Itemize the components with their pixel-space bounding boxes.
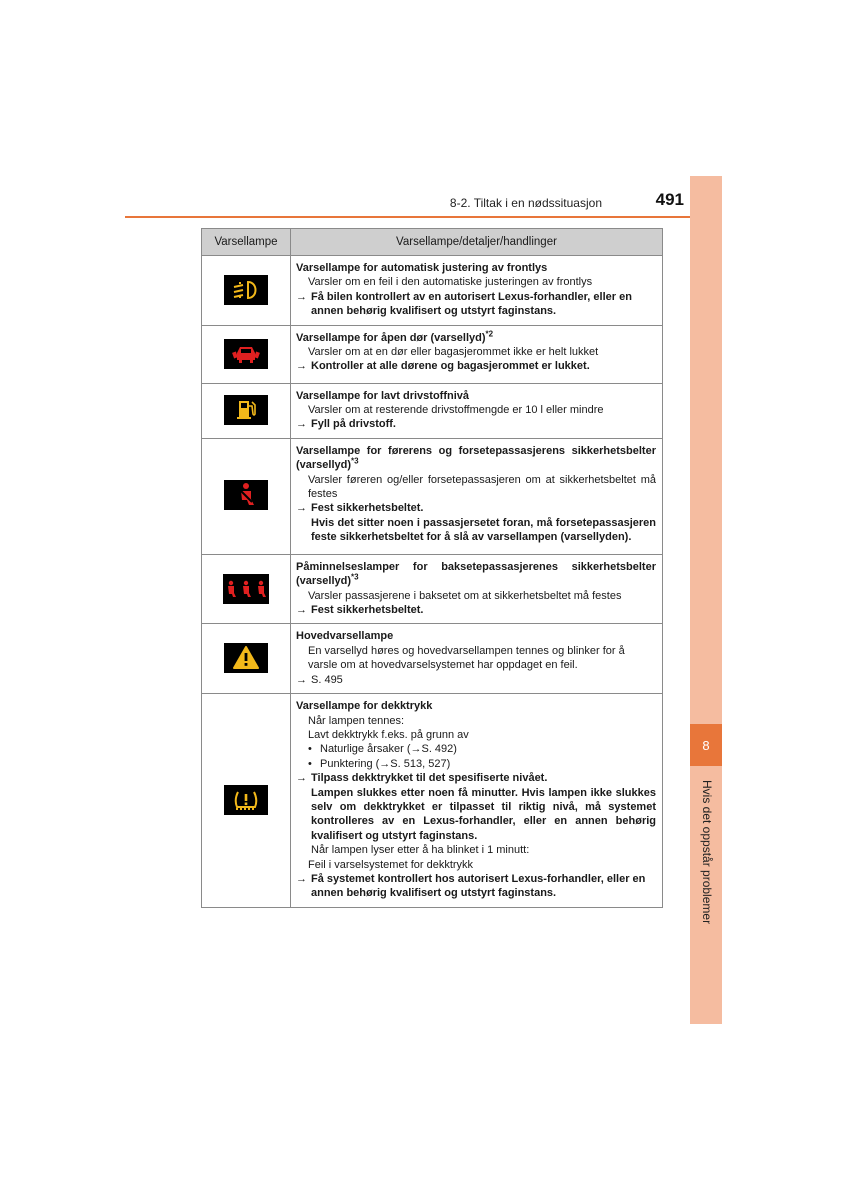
lamp-icon-cell [202,256,291,326]
table-row [202,325,663,383]
lamp-description-cell [291,256,663,326]
lamp-warning-text: Varsler om at resterende drivstoffmengde er 10 l eller mindre [308,404,604,417]
lamp-action-note: Lampen slukkes etter noen få minutter. Hvis lampen ikke slukkes selv om dekktrykket er tilpasset til riktig nivå, må systemet kontrolleres av en Lexus-forhandler, eller en annen behørig kvalifisert og utstyrt faginstans. [311,786,656,842]
column-header-lamp: Varsellampe [202,229,291,256]
table-row [202,554,663,624]
page-number: 491 [655,190,684,209]
footnote-mark: *3 [351,456,359,466]
lamp-title: Varsellampe for førerens og forsetepassasjerens sikkerhetsbelter (varsellyd)$^{*3}$ [296,444,656,472]
rear-seatbelt-icon [223,574,269,604]
lamp-icon-cell [202,325,291,383]
warning-lamp-table [201,228,663,908]
lamp-icon-cell [202,383,291,438]
section-title: 8-2. Tiltak i en nødssituasjon [449,196,602,210]
arrow-icon: → [296,360,307,373]
lamp-title: Varsellampe for dekktrykk [296,700,433,713]
bullet-icon: • [308,743,312,756]
lamp-warning-text: Lavt dekktrykk f.eks. på grunn av [308,728,469,741]
lamp-action-note: Hvis det sitter noen i passasjersetet foran, må forsetepassasjeren feste sikkerhetsbeltet for å slå av varsellampen (varsellyden). [311,516,656,544]
open-door-icon [224,339,268,369]
lamp-action [296,603,656,617]
bullet-icon: • [308,757,312,770]
lamp-warning-text: Varsler om en feil i den automatiske justeringen av frontlys [308,276,593,289]
lamp-title: Varsellampe for åpen dør (varsellyd)$^{*2}$ [296,328,494,344]
lamp-title: Varsellampe for lavt drivstoffnivå [296,389,470,402]
lamp-icon-cell [202,438,291,554]
arrow-icon: → [296,673,307,686]
lamp-action-text: Fest sikkerhetsbeltet. [311,502,424,515]
table-row [202,624,663,694]
seatbelt-icon [224,480,268,510]
lamp-description-cell [291,624,663,694]
lamp-icon-cell [202,624,291,694]
fuel-pump-icon [224,395,268,425]
lamp-description-cell [291,694,663,908]
lamp-action-text: Tilpass dekktrykket til det spesifiserte nivået. [311,772,548,785]
list-item: • Naturlige årsaker (→S. 492) [308,743,457,756]
lamp-warning-text: Varsler om at en dør eller bagasjerommet ikke er helt lukket [308,346,599,359]
lamp-action-text: Få bilen kontrollert av en autorisert Lexus-forhandler, eller en annen behørig kvalifisert og utstyrt faginstans. [311,290,632,318]
lamp-warning-text: Varsler passasjerene i baksetet om at sikkerhetsbeltet må festes [308,589,622,602]
lamp-warning-text: Feil i varselsystemet for dekktrykk [308,858,474,871]
arrow-icon: → [296,290,307,303]
table-header-row [202,229,663,256]
arrow-icon: → [296,604,307,617]
lamp-warning-text: Når lampen lyser etter å ha blinket i 1 minutt: [311,844,530,857]
arrow-icon: → [296,418,307,431]
lamp-action [296,359,656,373]
table-row [202,438,663,554]
lamp-title: Varsellampe for automatisk justering av frontlys [296,262,548,274]
footnote-mark: *2 [485,328,494,338]
lamp-action [296,872,656,901]
arrow-icon: → [296,872,307,885]
side-chapter-number[interactable]: 8 [690,724,722,766]
list-item: • Punktering (→S. 513, 527) [308,757,451,770]
table-row [202,256,663,326]
lamp-description-cell [291,383,663,438]
lamp-action [296,417,656,431]
tire-pressure-icon [224,785,268,815]
lamp-action-text: Fest sikkerhetsbeltet. [311,604,424,617]
lamp-icon-cell [202,554,291,624]
lamp-action [296,673,656,687]
lamp-description-cell [291,325,663,383]
headlight-leveling-icon [224,275,268,305]
header-rule [125,216,722,218]
lamp-action-text: Fyll på drivstoff. [311,418,396,431]
arrow-icon: → [296,502,307,515]
lamp-action-text: Kontroller at alle dørene og bagasjerommet er lukket. [311,360,590,373]
lamp-action [296,771,656,785]
side-chapter-title: Hvis det oppstår problemer [700,780,714,925]
lamp-warning-text: En varsellyd høres og hovedvarsellampen tennes og blinker for å varsle om at hovedvarselsystemet har oppdaget en feil. [308,644,625,672]
lamp-icon-cell [202,694,291,908]
column-header-details: Varsellampe/detaljer/handlinger [291,229,663,256]
lamp-action [296,501,656,515]
footnote-mark: *3 [351,572,359,582]
lamp-title: Påminnelseslamper for baksetepassasjerenes sikkerhetsbelter (varsellyd)$^{*3}$ [296,560,656,588]
table-row [202,694,663,908]
arrow-icon: → [296,772,307,785]
lamp-action [296,290,656,319]
lamp-description-cell [291,438,663,554]
lamp-description-cell [291,554,663,624]
lamp-warning-text: Varsler føreren og/eller forsetepassasjeren om at sikkerhetsbeltet må festes [308,473,656,501]
lamp-title: Hovedvarsellampe [296,630,394,643]
lamp-warning-text: Når lampen tennes: [308,714,404,727]
lamp-action-text: Få systemet kontrollert hos autorisert Lexus-forhandler, eller en annen behørig kvalifisert og utstyrt faginstans. [311,872,646,900]
table-row [202,383,663,438]
master-warning-icon [224,643,268,673]
page-reference-link[interactable]: S. 495 [311,673,343,686]
